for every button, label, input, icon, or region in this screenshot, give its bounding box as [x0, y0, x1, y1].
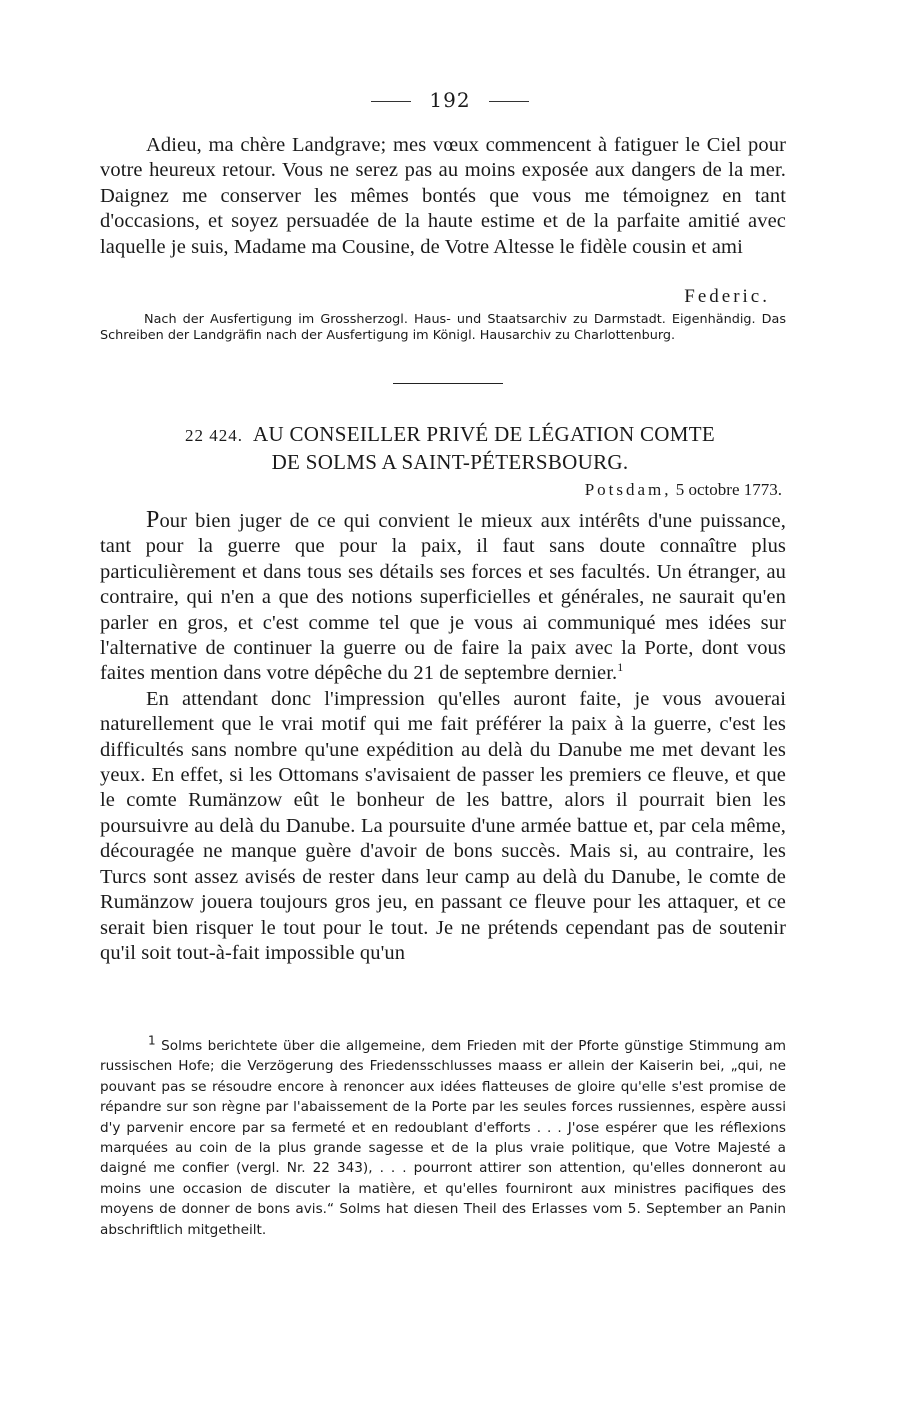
signature: Federic. — [684, 286, 770, 307]
document-body — [100, 508, 786, 966]
footnote — [100, 1033, 786, 1240]
document-number: 22 424. — [185, 426, 243, 445]
header-rule-left — [371, 101, 411, 102]
dateline — [585, 480, 782, 500]
paragraph-1-text: our bien juger de ce qui convient le mieux aux intérêts d'une puissance, tant pour la guerre que pour la paix, il faut sans doute connaître plus particulièrement et dans tous ses détails ses forces et ses facultés. Un étranger, au contraire, qui n'en a que des notions superficielles et générales, ne saurait qu'en parler en gros, et c'est comme tel que je vous ai communiqué mes idées sur l'alternative de continuer la guerre ou de faire la paix avec la Porte, dont vous faites mention dans votre dépêche du 21 de septembre dernier. — [100, 510, 786, 685]
paragraph-1-initial: P — [146, 507, 160, 533]
source-note: Nach der Ausfertigung im Grossherzogl. Haus- und Staatsarchiv zu Darmstadt. Eigenhändig. Das Schreiben der Landgräfin nach der Ausfertigung im Königl. Hausarchiv zu Charlottenburg. — [100, 312, 786, 343]
paragraph-1 — [100, 508, 786, 687]
heading-line-1: AU CONSEILLER PRIVÉ DE LÉGATION COMTE — [253, 422, 715, 446]
footnote-text: Solms berichtete über die allgemeine, dem Frieden mit der Pforte günstige Stimmung am russischen Hofe; die Verzögerung des Friedensschlusses maass er allein der Kaiserin bei, „qui, ne pouvant pas se résoudre encore à renoncer aux idées flatteuses de gloire qu'elle s'est promise de répandre sur son règne par l'abaissement de la Porte par les seules forces russiennes, espère aussi d'y parvenir encore par sa fermeté et en redoublant d'efforts . . . J'ose espérer que les réflexions marquées au coin de la plus grande sagesse et de la plus vraie politique, que Votre Majesté a daigné me confier (vergl. Nr. 22 343), . . . pourront attirer son attention, qu'elles donneront au moins une occasion de discuter la matière, et qu'elles fourniront aux ministres pacifiques des moyens de donner de bons avis.“ Solms hat diesen Theil des Erlasses vom 5. September an Panin abschriftlich mitgetheilt. — [100, 1038, 786, 1238]
footnote-block — [100, 1033, 786, 1240]
source-note-block — [100, 312, 786, 344]
page-number: 192 — [429, 88, 471, 112]
dateline-place: Potsdam, — [584, 480, 672, 499]
dateline-date: 5 octobre 1773. — [675, 480, 782, 499]
section-divider — [393, 383, 503, 384]
header-rule-right — [489, 101, 529, 102]
heading-line-2: DE SOLMS A SAINT-PÉTERSBOURG. — [271, 450, 629, 474]
letter-closing — [100, 133, 786, 260]
page-header — [0, 88, 900, 112]
paragraph-2: En attendant donc l'impression qu'elles auront faite, je vous avouerai naturellement que le vrai motif qui me fait préférer la paix à la guerre, c'est les difficultés sans nombre qu'une expédition au delà du Danube me met devant les yeux. En effet, si les Ottomans s'avisaient de passer les premiers ce fleuve, et que le comte Rumänzow eût le bonheur de les battre, alors il pourrait bien les poursuivre au delà du Danube. La poursuite d'une armée battue et, par cela même, découragée ne manque guère d'avoir de bons succès. Mais si, au contraire, les Turcs sont assez avisés de rester dans leur camp au delà du Danube, le comte de Rumänzow jouera toujours gros jeu, en passant ce fleuve pour les attaquer, et ce serait bien risquer le tout pour le tout. Je ne prétends cependant pas de soutenir qu'il soit tout-à-fait impossible qu'un — [100, 687, 786, 964]
footnote-marker: 1 — [148, 1033, 156, 1048]
document-heading — [100, 421, 800, 476]
closing-paragraph: Adieu, ma chère Landgrave; mes vœux commencent à fatiguer le Ciel pour votre heureux retour. Vous ne serez pas au moins exposée aux dangers de la mer. Daignez me conserver les mêmes bontés que vous me témoignez en tant d'occasions, et soyez persuadée de la haute estime et de la parfaite amitié avec laquelle je suis, Madame ma Cousine, de Votre Altesse le fidèle cousin et ami — [100, 134, 786, 258]
footnote-reference: 1 — [617, 660, 624, 675]
